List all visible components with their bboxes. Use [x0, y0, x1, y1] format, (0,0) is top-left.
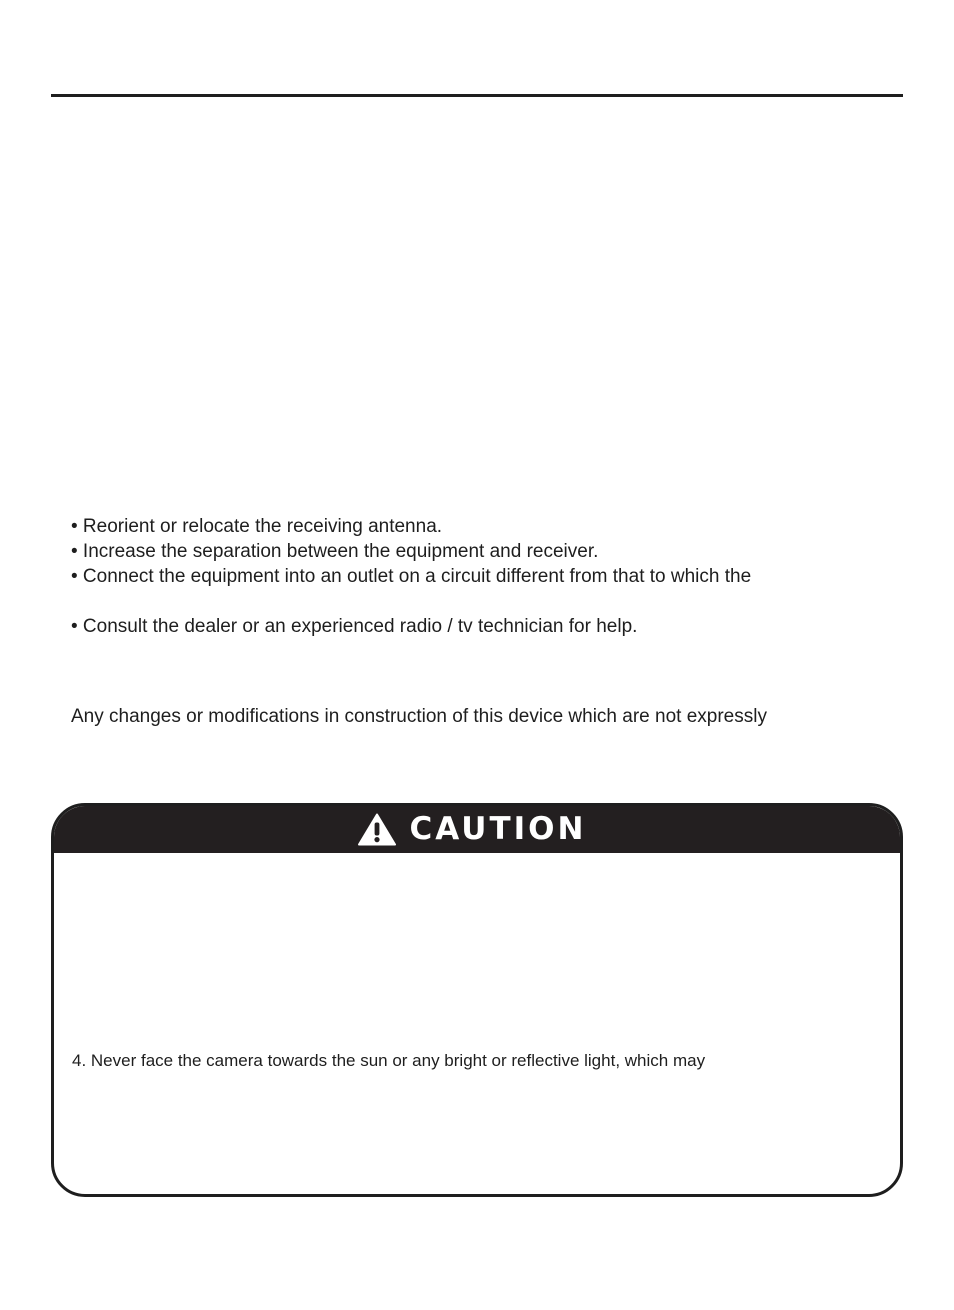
top-rule	[51, 94, 903, 97]
bullet-increase-separation: • Increase the separation between the equipment and receiver.	[71, 541, 599, 562]
modifications-paragraph: Any changes or modifications in construction of this device which are not expressly	[71, 706, 767, 727]
caution-box	[51, 803, 903, 1197]
bullet-connect-outlet: • Connect the equipment into an outlet on a circuit different from that to which the	[71, 566, 752, 587]
caution-item-4: 4. Never face the camera towards the sun or any bright or reflective light, which may	[72, 1051, 706, 1070]
bullet-consult-dealer: • Consult the dealer or an experienced radio / tv technician for help.	[71, 616, 638, 637]
bullet-reorient-antenna: • Reorient or relocate the receiving antenna.	[71, 516, 443, 537]
warning-triangle-icon	[358, 813, 396, 846]
caution-header	[54, 806, 900, 853]
caution-title: CAUTION	[409, 811, 587, 847]
